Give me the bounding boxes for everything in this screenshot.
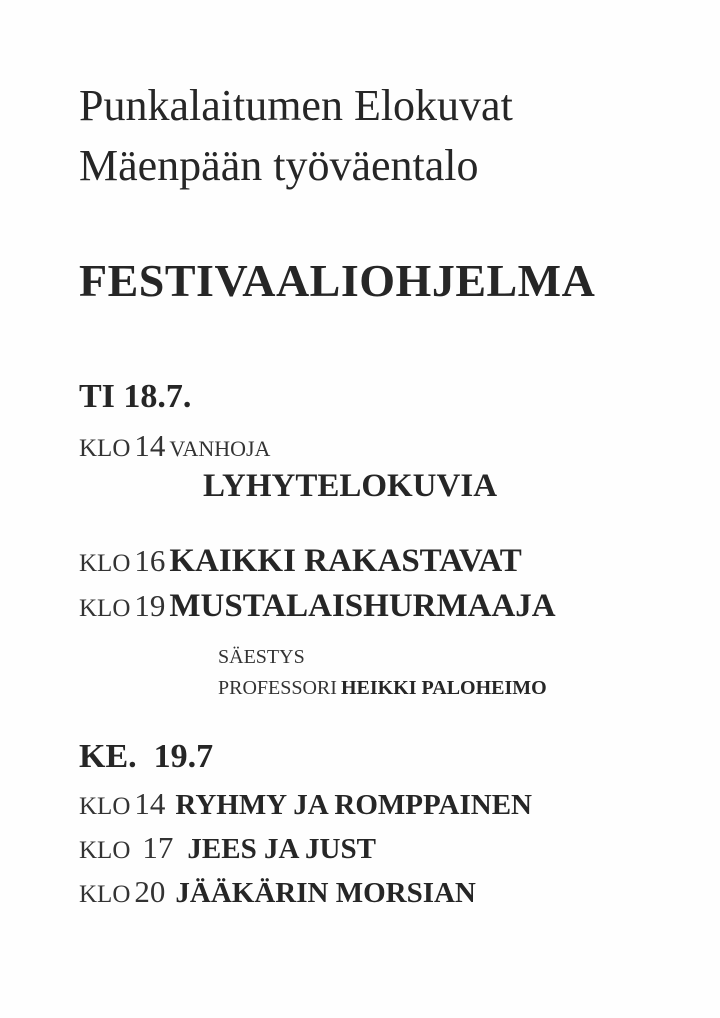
screening-title: LYHYTELOKUVIA	[203, 468, 498, 504]
program-title: FESTIVAALIOHJELMA	[79, 255, 596, 306]
screening-row	[79, 590, 556, 623]
screening-title: JÄÄKÄRIN MORSIAN	[175, 877, 476, 909]
klo-label: KLO	[79, 595, 131, 622]
organizer-name: Punkalaitumen Elokuvat	[79, 81, 513, 130]
klo-label: KLO	[79, 550, 131, 577]
accompaniment-label: SÄESTYS	[218, 646, 305, 668]
screening-hour: 14	[134, 428, 166, 463]
screening-row	[79, 430, 270, 461]
day-heading-tuesday: TI 18.7.	[79, 378, 192, 415]
performer-title: PROFESSORI	[218, 677, 337, 699]
screening-hour: 16	[134, 543, 166, 578]
venue-name: Mäenpään työväentalo	[79, 141, 479, 190]
screening-title: MUSTALAISHURMAAJA	[169, 588, 556, 624]
klo-label: KLO	[79, 881, 131, 908]
screening-row	[79, 545, 522, 578]
klo-label: KLO	[79, 435, 131, 462]
screening-hour: 14	[134, 786, 166, 821]
screening-row	[79, 876, 476, 908]
screening-row	[79, 832, 376, 864]
screening-hour: 17	[142, 830, 174, 865]
screening-title: JEES JA JUST	[187, 833, 376, 865]
screening-row	[79, 788, 532, 820]
accompaniment-performer	[218, 678, 547, 698]
screening-title: KAIKKI RAKASTAVAT	[169, 543, 522, 579]
klo-label: KLO	[79, 837, 131, 864]
screening-hour: 19	[134, 588, 166, 623]
screening-title: RYHMY JA ROMPPAINEN	[175, 789, 532, 821]
day-heading-wednesday: KE. 19.7	[79, 738, 214, 775]
klo-label: KLO	[79, 793, 131, 820]
screening-prefix: VANHOJA	[169, 436, 271, 461]
performer-name: HEIKKI PALOHEIMO	[340, 677, 547, 699]
screening-hour: 20	[134, 874, 166, 909]
